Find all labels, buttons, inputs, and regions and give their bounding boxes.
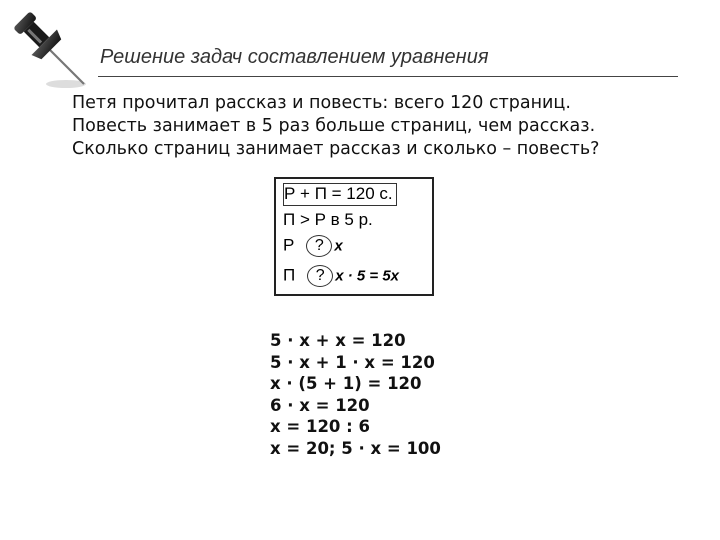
story-expression: x <box>334 237 343 255</box>
scheme-row-ratio: П > Р в 5 р. <box>283 210 373 229</box>
pushpin-icon <box>6 4 92 90</box>
solution-line: x = 20; 5 · x = 100 <box>270 438 441 458</box>
scheme-row-novel <box>283 265 399 287</box>
problem-text <box>72 92 599 161</box>
question-mark-circle: ? <box>306 235 332 257</box>
page-title: Решение задач составлением уравнения <box>100 46 489 68</box>
scheme-box <box>274 177 434 296</box>
question-mark-circle: ? <box>307 265 333 287</box>
solution-line: x · (5 + 1) = 120 <box>270 374 422 394</box>
solution-steps <box>270 330 441 460</box>
title-divider <box>98 76 678 77</box>
scheme-total-text: Р + П = 120 с. <box>283 183 397 206</box>
problem-line: Сколько страниц занимает рассказ и сколько – повесть? <box>72 139 600 159</box>
scheme-row-total <box>283 183 397 206</box>
problem-line: Повесть занимает в 5 раз больше страниц, чем рассказ. <box>72 116 596 136</box>
story-label: Р <box>283 235 295 255</box>
scheme-row-story <box>283 235 343 257</box>
novel-expression: x · 5 = 5x <box>335 267 400 285</box>
solution-line: 6 · x = 120 <box>270 395 370 415</box>
solution-line: 5 · x + 1 · x = 120 <box>270 352 435 372</box>
problem-line: Петя прочитал рассказ и повесть: всего 120 страниц. <box>72 93 571 113</box>
solution-line: 5 · x + x = 120 <box>270 331 406 350</box>
novel-label: П <box>283 265 296 285</box>
solution-line: x = 120 : 6 <box>270 417 370 437</box>
